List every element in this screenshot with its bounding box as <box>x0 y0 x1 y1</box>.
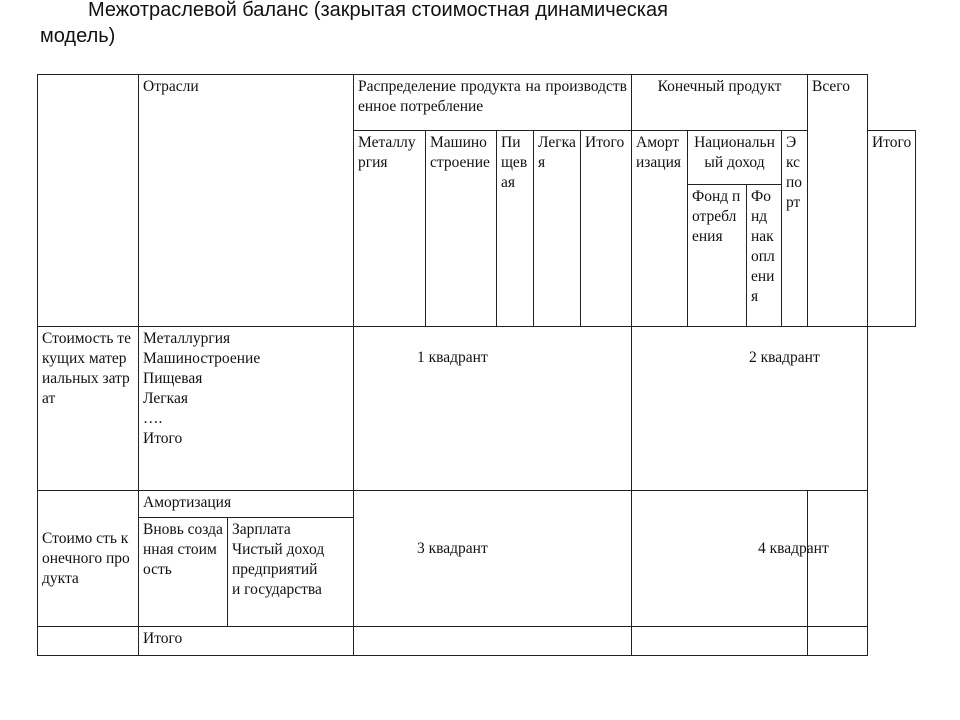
industries-list <box>139 327 354 491</box>
quadrant-3-label: 3 квадрант <box>417 540 488 557</box>
quadrant-2-label: 2 квадрант <box>749 349 820 366</box>
row-total: Итого <box>139 627 354 656</box>
header-subtotal: Итого <box>581 131 632 327</box>
row-newly-created: Вновь созданная стоимость <box>139 518 228 627</box>
header-machine-building: Машиностроение <box>426 131 497 327</box>
quadrant-4-label: 4 квадрант <box>758 540 829 557</box>
total-grand-cell <box>808 627 868 656</box>
header-distribution: Распределение продукта на производственное потребление <box>354 75 632 131</box>
salary-line: Чистый доход <box>232 541 325 558</box>
slide-title-line-1: Межотраслевой баланс (закрытая стоимостная динамическая <box>88 0 668 21</box>
header-final-total: Итого <box>868 131 916 327</box>
industry-item: Пищевая <box>143 370 203 387</box>
industry-item: Легкая <box>143 390 188 407</box>
header-metallurgy: Металлургия <box>354 131 426 327</box>
salary-line: Зарплата <box>232 521 291 538</box>
salary-line: предприятий <box>232 561 318 578</box>
quadrant-1-cell <box>354 327 632 491</box>
corner-cell <box>38 75 139 327</box>
industry-item: Машиностроение <box>143 350 261 367</box>
quadrant-3-cell <box>354 491 632 627</box>
row-final-product-value: Стоимо сть конечного продукта <box>38 491 139 627</box>
total-quadrant-4-cell <box>632 627 808 656</box>
salary-block <box>228 518 354 627</box>
header-amortization: Амортизация <box>632 131 688 327</box>
header-light: Легкая <box>534 131 581 327</box>
header-consumption-fund: Фонд потребления <box>688 185 747 327</box>
header-total: Всего <box>808 75 868 327</box>
header-national-income: Национальный доход <box>688 131 782 185</box>
total-row-empty-cell <box>38 627 139 656</box>
header-accumulation-fund: Фонд накопления <box>747 185 782 327</box>
total-quadrant-3-cell <box>354 627 632 656</box>
quadrant-1-label: 1 квадрант <box>417 349 488 366</box>
industry-item: Металлургия <box>143 330 231 347</box>
header-final-product: Конечный продукт <box>632 75 808 131</box>
industry-item: …. <box>143 410 163 427</box>
row-amortization: Амортизация <box>139 491 354 518</box>
header-branches: Отрасли <box>139 75 354 327</box>
row-material-costs: Стоимость текущих материальных затрат <box>38 327 139 491</box>
industry-item: Итого <box>143 430 183 447</box>
salary-line: и государства <box>232 581 322 598</box>
header-export: Экспорт <box>782 131 808 327</box>
slide-title-line-2: модель) <box>40 25 116 47</box>
header-food: Пищевая <box>497 131 534 327</box>
